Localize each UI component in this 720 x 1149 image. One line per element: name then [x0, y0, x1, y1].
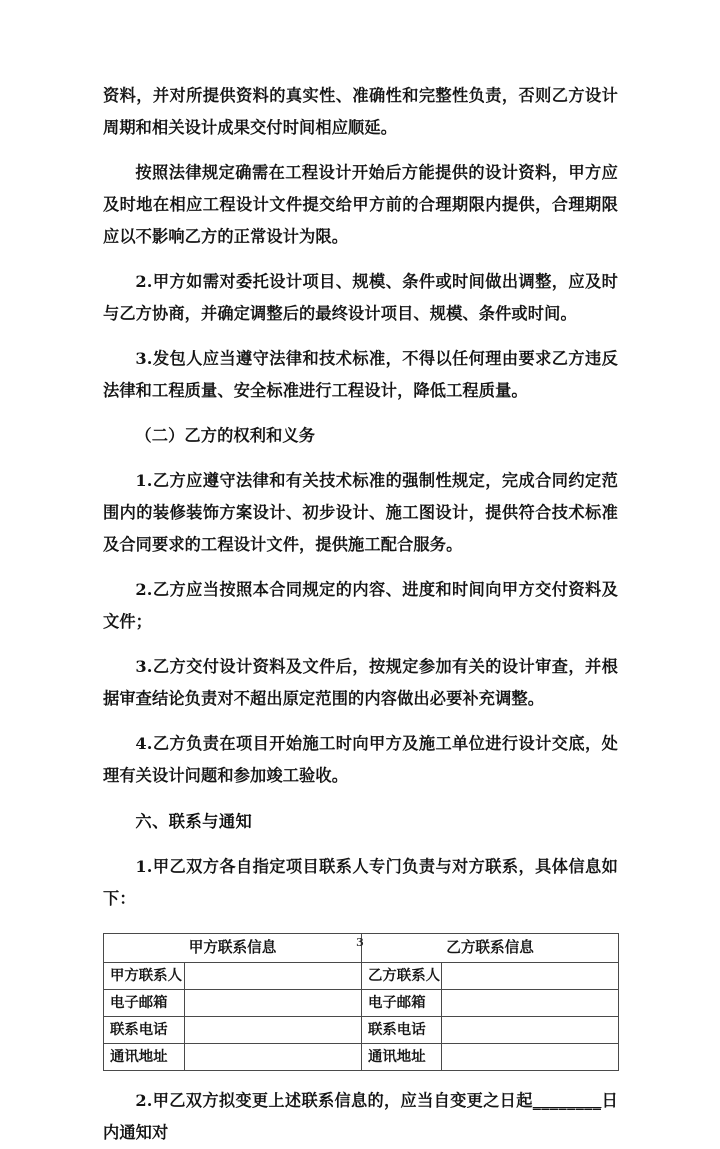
row-value-party-b-phone[interactable] [442, 1017, 619, 1044]
table-row [104, 1044, 619, 1071]
closing-blank-field[interactable]: ________ [532, 1091, 602, 1110]
paragraph-party-a-item-2: 2.甲方如需对委托设计项目、规模、条件或时间做出调整，应及时与乙方协商，并确定调整后的最终设计项目、规模、条件或时间。 [103, 272, 618, 323]
row-label-party-a-email: 电子邮箱 [104, 990, 185, 1017]
paragraph-spacer [103, 407, 618, 420]
paragraph-party-b-item-3: 3.乙方交付设计资料及文件后，按规定参加有关的设计审查，并根据审查结论负责对不超出原定范围的内容做出必要补充调整。 [103, 657, 618, 708]
paragraph-spacer [103, 638, 618, 651]
row-label-party-b-email: 电子邮箱 [362, 990, 442, 1017]
paragraph-spacer [103, 561, 618, 574]
paragraph-spacer [103, 144, 618, 157]
table-header-party-b: 乙方联系信息 [362, 934, 619, 963]
row-value-party-b-address[interactable] [442, 1044, 619, 1071]
row-value-party-a-email[interactable] [185, 990, 362, 1017]
section-heading-contact-and-notice: 六、联系与通知 [135, 812, 253, 831]
page-number: 3 [356, 936, 364, 949]
table-row [104, 990, 619, 1017]
paragraph-party-b-item-1: 1.乙方应遵守法律和有关技术标准的强制性规定，完成合同约定范围内的装修装饰方案设计、初步设计、施工图设计，提供符合技术标准及合同要求的工程设计文件，提供施工配合服务。 [103, 471, 618, 554]
row-value-party-a-contact-person[interactable] [185, 963, 362, 990]
table-row [104, 1017, 619, 1044]
paragraph-spacer [103, 253, 618, 266]
row-label-party-b-phone: 联系电话 [362, 1017, 442, 1044]
closing-text-suffix: 日内通知对 [103, 1091, 618, 1142]
row-label-party-a-phone: 联系电话 [104, 1017, 185, 1044]
paragraph-party-b-item-2: 2.乙方应当按照本合同规定的内容、进度和时间向甲方交付资料及文件； [103, 580, 618, 631]
paragraph-party-b-item-4: 4.乙方负责在项目开始施工时向甲方及施工单位进行设计交底，处理有关设计问题和参加竣工验收。 [103, 734, 618, 785]
paragraph-materials-authenticity: 资料，并对所提供资料的真实性、准确性和完整性负责，否则乙方设计周期和相关设计成果交付时间相应顺延。 [103, 86, 618, 137]
row-label-party-a-address: 通讯地址 [104, 1044, 185, 1071]
contact-table-container [103, 933, 618, 1071]
contact-information-table [103, 933, 619, 1071]
table-row [104, 963, 619, 990]
paragraph-party-a-item-3: 3.发包人应当遵守法律和技术标准，不得以任何理由要求乙方违反法律和工程质量、安全标准进行工程设计，降低工程质量。 [103, 349, 618, 400]
row-value-party-a-phone[interactable] [185, 1017, 362, 1044]
paragraph-spacer [103, 838, 618, 851]
row-value-party-b-email[interactable] [442, 990, 619, 1017]
page-content [103, 80, 618, 1149]
paragraph-spacer [103, 452, 618, 465]
paragraph-spacer [103, 1071, 618, 1085]
row-label-party-a-contact-person: 甲方联系人 [104, 963, 185, 990]
row-value-party-b-contact-person[interactable] [442, 963, 619, 990]
row-label-party-b-contact-person: 乙方联系人 [362, 963, 442, 990]
subsection-title-party-b-rights: （二）乙方的权利和义务 [135, 426, 316, 445]
row-value-party-a-address[interactable] [185, 1044, 362, 1071]
paragraph-legal-required-data: 按照法律规定确需在工程设计开始后方能提供的设计资料，甲方应及时地在相应工程设计文件提交给甲方前的合理期限内提供，合理期限应以不影响乙方的正常设计为限。 [103, 163, 618, 246]
row-label-party-b-address: 通讯地址 [362, 1044, 442, 1071]
paragraph-spacer [103, 715, 618, 728]
paragraph-spacer [103, 330, 618, 343]
table-header-party-a: 甲方联系信息 [104, 934, 362, 963]
closing-text-prefix: 2.甲乙双方拟变更上述联系信息的，应当自变更之日起 [135, 1091, 533, 1110]
paragraph-contact-intro: 1.甲乙双方各自指定项目联系人专门负责与对方联系，具体信息如下： [103, 857, 618, 908]
paragraph-spacer [103, 792, 618, 806]
paragraph-contact-change-notice [103, 1085, 618, 1149]
